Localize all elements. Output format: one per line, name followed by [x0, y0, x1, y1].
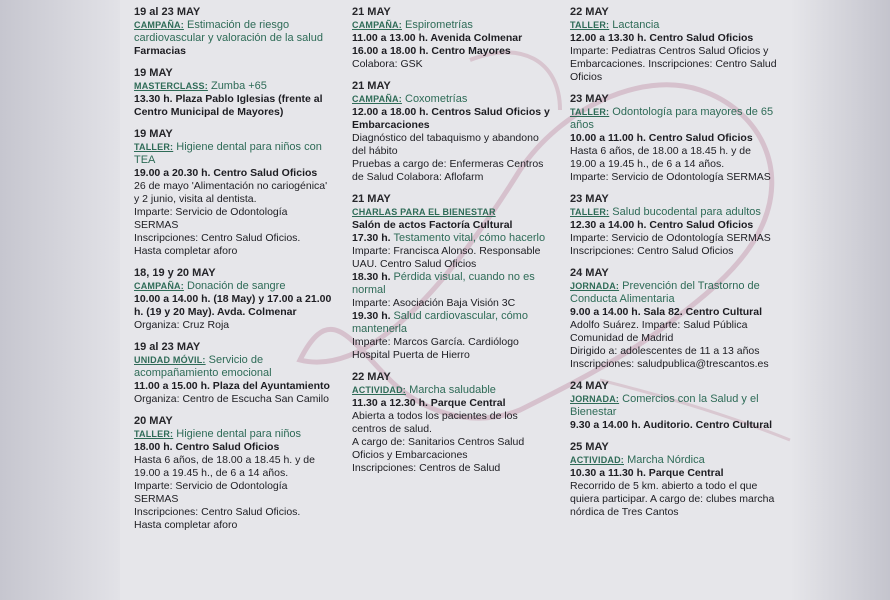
- event-detail-text: A cargo de: Sanitarios Centros Salud Oficios y Embarcaciones: [352, 436, 525, 461]
- event-category-tag: ACTIVIDAD:: [352, 385, 406, 395]
- event-date: 19 al 23 MAY: [134, 341, 201, 353]
- event-title: [134, 354, 334, 380]
- event-detail: [570, 358, 780, 371]
- event-title-text: Donación de sangre: [187, 280, 286, 292]
- event-detail-text: Imparte: Servicio de Odontología SERMAS: [570, 232, 771, 244]
- event-detail: [134, 519, 334, 532]
- event-detail-text: 10.00 a 14.00 h. (18 May) y 17.00 a 21.00 h. (19 y 20 May). Avda. Colmenar: [134, 293, 332, 318]
- talk-title: Pérdida visual, cuando no es normal: [352, 271, 535, 296]
- event-detail-text: Hasta completar aforo: [134, 245, 238, 257]
- event-detail: [134, 506, 334, 519]
- event-detail: [134, 319, 334, 332]
- event-detail: [352, 132, 552, 158]
- event-detail: [570, 32, 780, 45]
- event-title: [134, 141, 334, 167]
- event-title: [570, 280, 780, 306]
- event-entry: [352, 80, 552, 184]
- event-detail-text: Inscripciones: Centro Salud Oficios.: [134, 232, 301, 244]
- event-title: [352, 206, 552, 219]
- event-detail: [134, 380, 334, 393]
- event-category-tag: MASTERCLASS:: [134, 81, 208, 91]
- page-shadow-right: [790, 0, 890, 600]
- event-date: 21 MAY: [352, 6, 391, 18]
- event-title-text: Lactancia: [612, 19, 660, 31]
- event-date: 24 MAY: [570, 380, 609, 392]
- event-detail-text: Inscripciones: Centros de Salud: [352, 462, 501, 474]
- event-title-text: Espirometrías: [405, 19, 473, 31]
- event-detail-text: Recorrido de 5 km. abierto a todo el que quiera participar. A cargo de: clubes marcha nórdica de Tres Cantos: [570, 480, 775, 518]
- event-detail-text: Colabora: GSK: [352, 58, 423, 70]
- event-entry: [570, 93, 780, 184]
- event-detail-text: 10.30 a 11.30 h. Parque Central: [570, 467, 724, 479]
- event-detail-text: 11.00 a 13.00 h. Avenida Colmenar: [352, 32, 523, 44]
- event-title-text: Prevención del Trastorno de Conducta Alimentaria: [570, 280, 760, 305]
- page-shadow-left: [0, 0, 120, 600]
- event-detail: [134, 180, 334, 206]
- event-detail: [134, 245, 334, 258]
- event-category-tag: CAMPAÑA:: [352, 20, 402, 30]
- event-category-tag: JORNADA:: [570, 394, 620, 404]
- event-title-text: Estimación de riesgo cardiovascular y valoración de la salud: [134, 19, 323, 44]
- event-detail: [352, 336, 552, 362]
- event-detail-text: Adolfo Suárez. Imparte: Salud Pública Comunidad de Madrid: [570, 319, 748, 344]
- event-detail-text: Inscripciones: Centro Salud Oficios.: [134, 506, 301, 518]
- event-entry: [570, 6, 780, 84]
- event-detail-text: 11.00 a 15.00 h. Plaza del Ayuntamiento: [134, 380, 330, 392]
- event-detail-text: Imparte: Asociación Baja Visión 3C: [352, 297, 516, 309]
- event-date: 24 MAY: [570, 267, 609, 279]
- event-detail: [570, 480, 780, 519]
- event-title: [134, 80, 334, 93]
- event-detail-text: Salón de actos Factoría Cultural: [352, 219, 513, 231]
- event-detail: [134, 454, 334, 480]
- event-detail: [570, 306, 780, 319]
- column-3: [570, 6, 780, 528]
- event-title: [352, 93, 552, 106]
- event-entry: [134, 6, 334, 58]
- event-detail: [352, 106, 552, 132]
- event-category-tag: TALLER:: [570, 20, 610, 30]
- event-detail-text: Hasta 6 años, de 18.00 a 18.45 h. y de 19.00 a 19.45 h., de 6 a 14 años.: [134, 454, 315, 479]
- event-detail-text: Imparte: Francisca Alonso. Responsable UAU. Centro Salud Oficios: [352, 245, 541, 270]
- event-category-tag: TALLER:: [134, 142, 174, 152]
- event-detail: [352, 271, 552, 297]
- event-detail: [352, 245, 552, 271]
- event-entry: [352, 6, 552, 71]
- event-detail-text: 9.30 a 14.00 h. Auditorio. Centro Cultural: [570, 419, 773, 431]
- event-category-tag: CAMPAÑA:: [352, 94, 402, 104]
- event-date: 19 MAY: [134, 128, 173, 140]
- event-date: 22 MAY: [352, 371, 391, 383]
- event-detail: [352, 219, 552, 232]
- event-detail: [570, 171, 780, 184]
- event-date: 22 MAY: [570, 6, 609, 18]
- event-category-tag: CAMPAÑA:: [134, 281, 184, 291]
- event-detail-text: 11.30 a 12.30 h. Parque Central: [352, 397, 506, 409]
- event-category-tag: TALLER:: [570, 207, 610, 217]
- event-detail-text: 16.00 a 18.00 h. Centro Mayores: [352, 45, 511, 57]
- event-detail-text: Pruebas a cargo de: Enfermeras Centros de Salud Colabora: Aflofarm: [352, 158, 544, 183]
- event-detail: [352, 232, 552, 245]
- event-detail: [352, 397, 552, 410]
- event-detail-text: 18.30 h.: [352, 271, 391, 283]
- event-date: 21 MAY: [352, 80, 391, 92]
- event-date: 23 MAY: [570, 193, 609, 205]
- event-date: 18, 19 y 20 MAY: [134, 267, 216, 279]
- event-detail-text: Organiza: Cruz Roja: [134, 319, 230, 331]
- event-date: 19 al 23 MAY: [134, 6, 201, 18]
- event-date: 23 MAY: [570, 93, 609, 105]
- event-date: 25 MAY: [570, 441, 609, 453]
- column-2: [352, 6, 552, 484]
- event-title: [134, 19, 334, 45]
- event-title: [352, 384, 552, 397]
- event-title-text: Zumba +65: [210, 80, 267, 92]
- event-detail-text: Organiza: Centro de Escucha San Camilo: [134, 393, 329, 405]
- event-detail-text: Abierta a todos los pacientes de los centros de salud.: [352, 410, 518, 435]
- event-detail: [134, 232, 334, 245]
- event-title: [570, 393, 780, 419]
- event-detail-text: Imparte: Marcos García. Cardiólogo Hospital Puerta de Hierro: [352, 336, 519, 361]
- event-title: [352, 19, 552, 32]
- event-title-text: Servicio de acompañamiento emocional: [134, 354, 272, 379]
- event-detail: [570, 419, 780, 432]
- event-detail-text: 9.00 a 14.00 h. Sala 82. Centro Cultural: [570, 306, 762, 318]
- event-entry: [570, 441, 780, 519]
- event-detail: [352, 45, 552, 58]
- event-category-tag: CAMPAÑA:: [134, 20, 184, 30]
- event-detail: [570, 232, 780, 245]
- event-detail: [570, 319, 780, 345]
- event-detail: [134, 441, 334, 454]
- event-title-text: Comercios con la Salud y el Bienestar: [570, 393, 759, 418]
- event-title-text: Marcha saludable: [409, 384, 496, 396]
- event-detail: [352, 462, 552, 475]
- event-detail: [570, 245, 780, 258]
- event-detail-text: Diagnóstico del tabaquismo y abandono del hábito: [352, 132, 539, 157]
- event-detail: [570, 467, 780, 480]
- event-detail: [352, 297, 552, 310]
- event-detail-text: Imparte: Servicio de Odontología SERMAS: [570, 171, 771, 183]
- event-detail-text: Inscripciones: Centro Salud Oficios: [570, 245, 734, 257]
- event-detail-text: Inscripciones: saludpublica@trescantos.es: [570, 358, 769, 370]
- event-entry: [570, 380, 780, 432]
- event-entry: [134, 415, 334, 532]
- event-entry: [134, 128, 334, 258]
- event-entry: [570, 193, 780, 258]
- event-detail-text: Farmacias: [134, 45, 186, 57]
- event-detail-text: Imparte: Servicio de Odontología SERMAS: [134, 206, 288, 231]
- event-title-text: Higiene dental para niños con TEA: [134, 141, 322, 166]
- event-detail: [570, 45, 780, 84]
- event-date: 19 MAY: [134, 67, 173, 79]
- event-category-tag: TALLER:: [134, 429, 174, 439]
- event-detail-text: Hasta completar aforo: [134, 519, 238, 531]
- event-detail-text: 12.00 a 13.30 h. Centro Salud Oficios: [570, 32, 754, 44]
- event-detail-text: 10.00 a 11.00 h. Centro Salud Oficios: [570, 132, 753, 144]
- event-detail: [570, 145, 780, 171]
- event-detail-text: Hasta 6 años, de 18.00 a 18.45 h. y de 19.00 a 19.45 h., de 6 a 14 años.: [570, 145, 751, 170]
- event-title-text: Odontología para mayores de 65 años: [570, 106, 774, 131]
- event-category-tag: ACTIVIDAD:: [570, 455, 624, 465]
- event-title: [134, 280, 334, 293]
- event-detail: [352, 58, 552, 71]
- event-title: [570, 454, 780, 467]
- event-date: 21 MAY: [352, 193, 391, 205]
- event-detail: [134, 393, 334, 406]
- event-title-text: Marcha Nórdica: [627, 454, 705, 466]
- event-title: [570, 106, 780, 132]
- event-detail: [570, 132, 780, 145]
- event-detail: [352, 310, 552, 336]
- event-detail-text: 26 de mayo 'Alimentación no cariogénica' y 2 junio, visita al dentista.: [134, 180, 328, 205]
- event-detail: [352, 410, 552, 436]
- event-entry: [352, 193, 552, 362]
- event-category-tag: CHARLAS PARA EL BIENESTAR: [352, 207, 496, 217]
- event-category-tag: JORNADA:: [570, 281, 620, 291]
- event-detail-text: 13.30 h. Plaza Pablo Iglesias (frente al Centro Municipal de Mayores): [134, 93, 323, 118]
- event-detail: [352, 32, 552, 45]
- talk-title: Testamento vital, cómo hacerlo: [393, 232, 546, 244]
- event-title: [570, 19, 780, 32]
- event-entry: [352, 371, 552, 475]
- event-detail: [134, 93, 334, 119]
- talk-title: Salud cardiovascular, cómo mantenerla: [352, 310, 528, 335]
- column-1: [134, 6, 334, 541]
- event-entry: [134, 341, 334, 406]
- event-detail: [352, 158, 552, 184]
- event-detail: [134, 45, 334, 58]
- event-detail-text: Imparte: Pediatras Centros Salud Oficios y Embarcaciones. Inscripciones: Centro Salud Oficios: [570, 45, 777, 83]
- event-title: [570, 206, 780, 219]
- event-detail-text: 12.00 a 18.00 h. Centros Salud Oficios y Embarcaciones: [352, 106, 550, 131]
- event-detail-text: 18.00 h. Centro Salud Oficios: [134, 441, 280, 453]
- event-entry: [134, 267, 334, 332]
- event-detail: [570, 219, 780, 232]
- event-category-tag: TALLER:: [570, 107, 610, 117]
- event-title-text: Salud bucodental para adultos: [612, 206, 761, 218]
- event-detail-text: Dirigido a: adolescentes de 11 a 13 años: [570, 345, 760, 357]
- event-title-text: Higiene dental para niños: [176, 428, 302, 440]
- event-detail-text: Imparte: Servicio de Odontología SERMAS: [134, 480, 288, 505]
- event-title-text: Coxometrías: [405, 93, 468, 105]
- event-detail: [570, 345, 780, 358]
- event-detail: [134, 167, 334, 180]
- event-date: 20 MAY: [134, 415, 173, 427]
- event-detail: [352, 436, 552, 462]
- event-detail-text: 12.30 a 14.00 h. Centro Salud Oficios: [570, 219, 754, 231]
- event-entry: [134, 67, 334, 119]
- event-detail: [134, 293, 334, 319]
- event-entry: [570, 267, 780, 371]
- event-detail: [134, 206, 334, 232]
- event-detail: [134, 480, 334, 506]
- event-detail-text: 19.00 a 20.30 h. Centro Salud Oficios: [134, 167, 318, 179]
- event-category-tag: UNIDAD MÓVIL:: [134, 355, 206, 365]
- event-title: [134, 428, 334, 441]
- event-detail-text: 19.30 h.: [352, 310, 391, 322]
- event-detail-text: 17.30 h.: [352, 232, 391, 244]
